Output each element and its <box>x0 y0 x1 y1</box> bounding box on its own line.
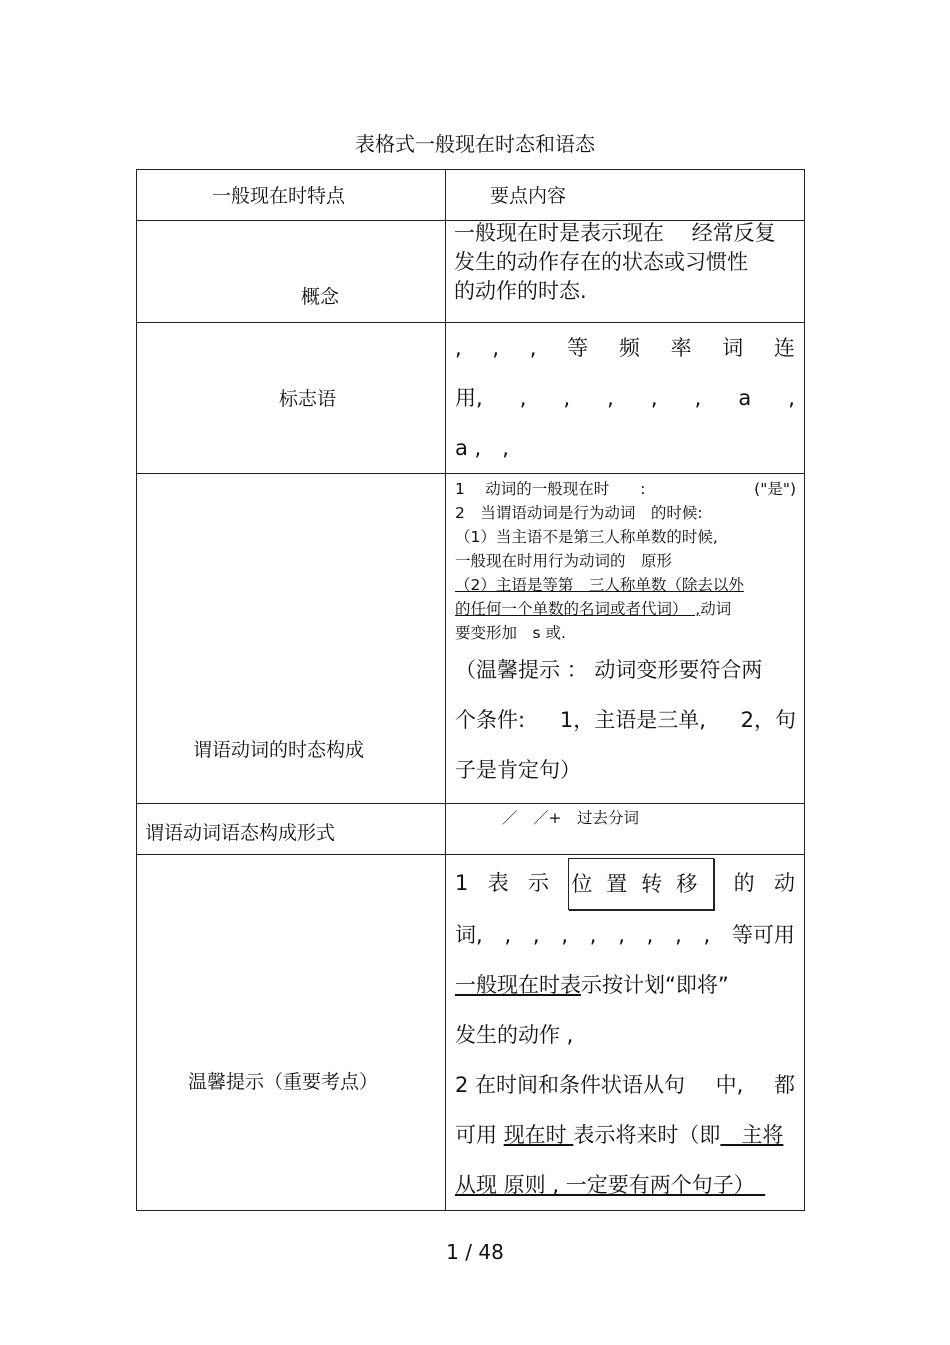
tense-line-6-tail: 动词 <box>700 600 732 618</box>
tip-content-cell <box>446 855 805 1211</box>
signal-token: 频 <box>618 336 640 360</box>
voice-label: 谓语动词语态构成形式 <box>145 822 336 844</box>
signal-token: , <box>519 386 527 410</box>
signal-token: , <box>650 386 658 410</box>
tense-label-cell <box>137 474 446 804</box>
tense-tip-line-2 <box>455 695 796 745</box>
tip-line-3 <box>455 960 795 1010</box>
tip-line-6-underlined-2: 主将 <box>720 1123 784 1147</box>
tip-token: , <box>532 923 540 947</box>
tip-line-7: 从现 原则 , 一定要有两个句子） <box>455 1173 766 1197</box>
tense-line-1-left: 1 动词的一般现在时 : <box>455 480 646 498</box>
grammar-table <box>136 169 805 1211</box>
tip-token: , <box>504 923 512 947</box>
signal-label: 标志语 <box>279 388 337 410</box>
header-col2: 要点内容 <box>490 185 567 207</box>
concept-label: 概念 <box>301 286 340 308</box>
tense-line-6-underlined: 的任何一个单数的名词或者代词） , <box>455 600 701 618</box>
concept-content-cell <box>446 221 805 323</box>
table-row-tip <box>137 855 805 1211</box>
concept-label-cell <box>137 221 446 323</box>
tip-part: 个条件: <box>455 708 526 732</box>
tip-token: 1 <box>455 871 469 895</box>
tip-token: , <box>646 923 654 947</box>
tip-token: 表 <box>487 871 509 895</box>
header-col1-cell <box>137 170 446 221</box>
document-title: 表格式一般现在时态和语态 <box>355 132 595 156</box>
signal-token: 词 <box>722 336 744 360</box>
tip-line-4: 发生的动作 , <box>455 1023 574 1047</box>
signal-token: , <box>492 336 500 360</box>
tip-line-2 <box>455 910 795 960</box>
signal-token: 等 <box>567 336 589 360</box>
header-col2-cell <box>446 170 805 221</box>
signal-token: , <box>694 386 702 410</box>
tense-label: 谓语动词的时态构成 <box>193 739 365 761</box>
tip-line-3-underlined: 一般现在时表 <box>455 973 581 997</box>
signal-token: , <box>529 336 537 360</box>
tip-line-6-a: 可用 <box>455 1123 504 1147</box>
tip-label: 温馨提示（重要考点） <box>188 1071 379 1093</box>
position-transfer-box: 位置转移 <box>568 858 714 910</box>
tip-part: 1，主语是三单, <box>559 708 706 732</box>
tip-token: 2 在时间和条件状语从句 <box>455 1073 686 1097</box>
signal-token: , <box>563 386 571 410</box>
tip-token: , <box>589 923 597 947</box>
signal-token: , <box>455 336 462 360</box>
tense-line-5: （2）主语是等第 三人称单数（除去以外 <box>455 576 744 594</box>
tip-line-5 <box>455 1060 795 1110</box>
table-row-voice <box>137 804 805 855</box>
signal-token: , <box>607 386 614 410</box>
voice-label-cell <box>137 804 446 855</box>
tip-token: 动 <box>773 871 795 895</box>
tip-token: , <box>618 923 625 947</box>
signal-token: , <box>788 386 795 410</box>
signal-line-2 <box>455 373 795 423</box>
tip-token: , <box>561 923 568 947</box>
signal-label-cell <box>137 323 446 474</box>
voice-content: ／ ／+ 过去分词 <box>502 809 639 827</box>
tense-tip-line-3: 子是肯定句） <box>455 758 581 782</box>
concept-line-2: 发生的动作存在的状态或习惯性 <box>454 250 748 274</box>
signal-content-cell <box>446 323 805 474</box>
tense-line-1 <box>455 477 796 501</box>
tip-token: , <box>703 923 711 947</box>
tense-tip-line-1: （温馨提示 ： 动词变形要符合两 <box>455 658 763 682</box>
signal-line-1 <box>455 323 795 373</box>
tense-line-6 <box>455 597 796 621</box>
tip-line-1 <box>455 858 795 910</box>
tip-token: 的 <box>733 871 755 895</box>
table-row-tense <box>137 474 805 804</box>
tip-part: 2，句 <box>740 708 796 732</box>
tip-line-3-rest: 示按计划“即将” <box>581 973 729 997</box>
tense-line-4: 一般现在时用行为动词的 原形 <box>455 552 673 570</box>
signal-token: a <box>738 386 752 410</box>
tip-token: 都 <box>773 1073 795 1097</box>
concept-line-3: 的动作的时态. <box>454 279 587 303</box>
tip-token: 等可用 <box>731 923 795 947</box>
tip-token: , <box>675 923 682 947</box>
tense-line-7: 要变形加 s 或. <box>455 624 566 642</box>
table-row-concept <box>137 221 805 323</box>
tip-token: 示 <box>528 871 549 895</box>
signal-token: 连 <box>773 336 795 360</box>
tense-line-1-right: ("是") <box>754 480 796 498</box>
tip-line-6 <box>455 1110 795 1160</box>
concept-line-1: 一般现在时是表示现在 经常反复 <box>454 221 776 245</box>
tense-content-cell <box>446 474 805 804</box>
tip-token: 词, <box>455 923 483 947</box>
tip-line-6-underlined-1: 现在时 <box>503 1123 574 1147</box>
tip-line-6-b: 表示将来时（即 <box>573 1123 721 1147</box>
signal-token: 用, <box>455 386 483 410</box>
signal-token: 率 <box>670 336 692 360</box>
tense-line-3: （1）当主语不是第三人称单数的时候, <box>455 528 718 546</box>
tense-line-2: 2 当谓语动词是行为动词 的时候: <box>455 504 703 522</box>
signal-line-3: a , , <box>455 436 509 460</box>
tip-token: 中, <box>715 1073 744 1097</box>
voice-content-cell <box>446 804 805 855</box>
table-header-row <box>137 170 805 221</box>
table-row-signal <box>137 323 805 474</box>
tip-label-cell <box>137 855 446 1211</box>
header-col1: 一般现在时特点 <box>212 185 346 207</box>
page-number: 1 / 48 <box>446 1240 504 1264</box>
